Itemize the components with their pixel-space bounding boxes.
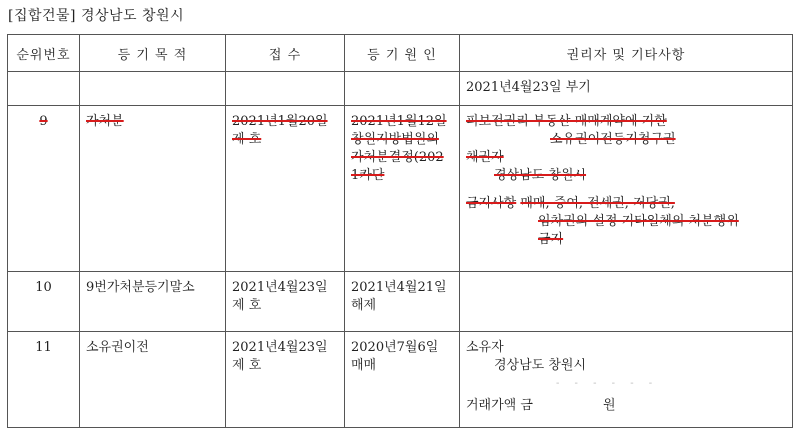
purpose-cell: 9번가처분등기말소 (80, 272, 226, 332)
table-row-9 (8, 106, 793, 272)
rights-cell (460, 72, 793, 106)
rights-cell: 소유자 경상남도 창원시 - - - - - - 거래가액 금 원 (460, 332, 793, 428)
table-row-continuation (8, 72, 793, 106)
rights-cell (460, 272, 793, 332)
purpose-cell: 소유권이전 (80, 332, 226, 428)
rank-cell: 11 (8, 332, 80, 428)
redacted-text: - - - - - - (556, 378, 659, 389)
table-row-10 (8, 272, 793, 332)
rights-cell: 피보전권리 부동산 매매계약에 기한 소유권이전등기청구권 채권자 경상남도 창원시 금지사항 매매, 증여, 전세권, 저당권, 임차권의 설정 기타일체의 처분행위 금지 (460, 106, 793, 272)
purpose-cell: 가처분 (80, 106, 226, 272)
register-table (7, 34, 793, 428)
cause-cell: 2021년1월12일 창원지방법원의 가처분결정(202 1카단 (345, 106, 460, 272)
column-header-rank: 순위번호 (8, 35, 80, 72)
column-header-cause: 등 기 원 인 (345, 35, 460, 72)
column-header-receipt: 접 수 (226, 35, 345, 72)
column-header-rights: 권리자 및 기타사항 (460, 35, 793, 72)
column-header-purpose: 등 기 목 적 (80, 35, 226, 72)
receipt-cell: 2021년1월20일 제 호 (226, 106, 345, 272)
cause-cell: 2021년4월21일 해제 (345, 272, 460, 332)
rank-cell: 9 (8, 106, 80, 272)
document-header: [집합건물] 경상남도 창원시 (8, 8, 185, 24)
receipt-cell: 2021년4월23일 제 호 (226, 332, 345, 428)
table-header-row (8, 35, 793, 72)
annex-date: 2021년4월23일 부기 (466, 80, 591, 95)
table-row-11 (8, 332, 793, 428)
receipt-cell: 2021년4월23일 제 호 (226, 272, 345, 332)
cause-cell: 2020년7월6일 매매 (345, 332, 460, 428)
rank-cell: 10 (8, 272, 80, 332)
